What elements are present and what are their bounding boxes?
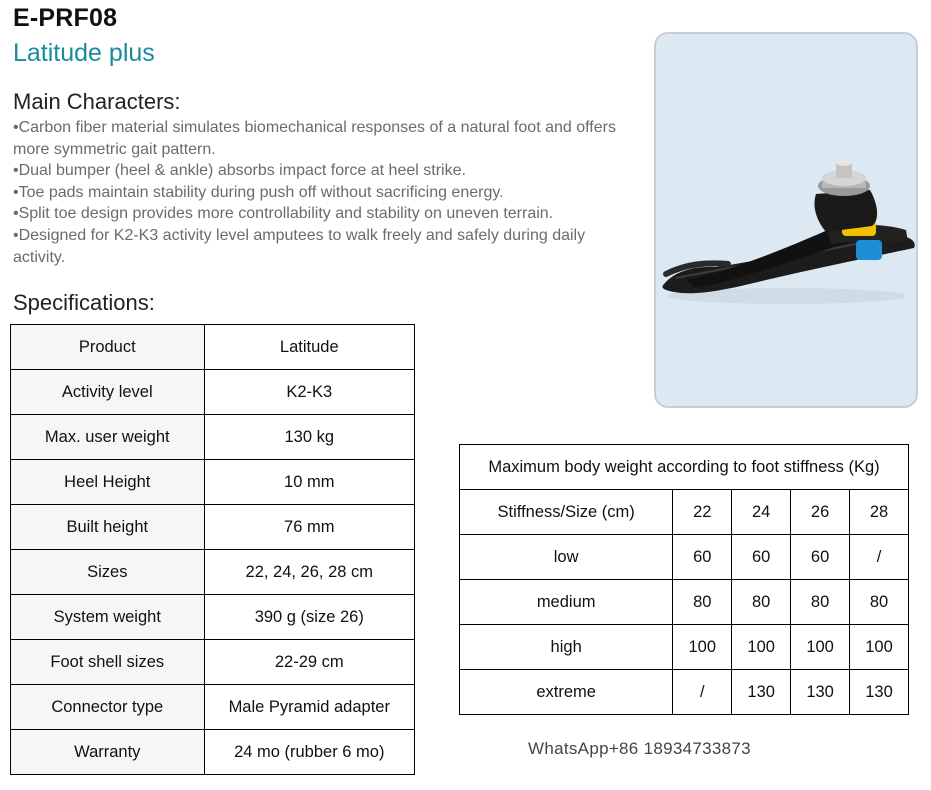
spec-value: Latitude [204, 325, 414, 370]
stiffness-label: low [460, 535, 673, 580]
table-title-row [460, 445, 909, 490]
feature-list [13, 117, 633, 268]
spec-value: 10 mm [204, 460, 414, 505]
table-row [11, 640, 415, 685]
weight-cell: 80 [791, 580, 850, 625]
table-row [11, 460, 415, 505]
weight-cell: 80 [850, 580, 909, 625]
weight-cell: 130 [732, 670, 791, 715]
table-row [11, 325, 415, 370]
table-row [11, 595, 415, 640]
weight-cell: 60 [673, 535, 732, 580]
main-characters-heading: Main Characters: [13, 89, 181, 114]
weight-cell: 80 [673, 580, 732, 625]
spec-value: 22, 24, 26, 28 cm [204, 550, 414, 595]
size-header: 26 [791, 490, 850, 535]
stiffness-label: extreme [460, 670, 673, 715]
table-row [11, 415, 415, 460]
body-weight-table [459, 444, 909, 715]
table-row [11, 370, 415, 415]
stiffness-label: high [460, 625, 673, 670]
spec-label: Foot shell sizes [11, 640, 205, 685]
feature-item: •Toe pads maintain stability during push off without sacrificing energy. [13, 183, 504, 201]
weight-cell: / [850, 535, 909, 580]
weight-cell: 100 [850, 625, 909, 670]
product-code: E-PRF08 [13, 4, 118, 32]
spec-label: Activity level [11, 370, 205, 415]
weight-table-title: Maximum body weight according to foot stiffness (Kg) [460, 445, 909, 490]
weight-cell: 60 [791, 535, 850, 580]
weight-cell: 60 [732, 535, 791, 580]
table-row [11, 685, 415, 730]
size-header: 24 [732, 490, 791, 535]
spec-value: 24 mo (rubber 6 mo) [204, 730, 414, 775]
size-header: 22 [673, 490, 732, 535]
spec-label: Product [11, 325, 205, 370]
whatsapp-contact: WhatsApp+86 18934733873 [528, 739, 751, 758]
weight-cell: 130 [791, 670, 850, 715]
prosthetic-foot-image [654, 32, 918, 408]
feature-item: •Carbon fiber material simulates biomechanical responses of a natural foot and offers more symmetric gait pattern. [13, 119, 616, 158]
spec-label: Connector type [11, 685, 205, 730]
spec-label: Heel Height [11, 460, 205, 505]
spec-label: Built height [11, 505, 205, 550]
weight-cell: 100 [791, 625, 850, 670]
spec-label: Warranty [11, 730, 205, 775]
spec-value: Male Pyramid adapter [204, 685, 414, 730]
table-row [460, 535, 909, 580]
specifications-table [10, 324, 415, 775]
spec-label: System weight [11, 595, 205, 640]
spec-value: 22-29 cm [204, 640, 414, 685]
table-row [11, 550, 415, 595]
weight-cell: / [673, 670, 732, 715]
weight-cell: 100 [673, 625, 732, 670]
size-header: 28 [850, 490, 909, 535]
weight-cell: 80 [732, 580, 791, 625]
table-row [460, 625, 909, 670]
table-row [11, 505, 415, 550]
table-header-row [460, 490, 909, 535]
weight-cell: 100 [732, 625, 791, 670]
weight-cell: 130 [850, 670, 909, 715]
table-row [460, 580, 909, 625]
spec-label: Sizes [11, 550, 205, 595]
table-row [11, 730, 415, 775]
header-label: Stiffness/Size (cm) [460, 490, 673, 535]
spec-value: 130 kg [204, 415, 414, 460]
specifications-heading: Specifications: [13, 290, 155, 315]
feature-item: •Dual bumper (heel & ankle) absorbs impact force at heel strike. [13, 162, 466, 180]
prosthetic-foot-illustration [656, 34, 918, 408]
product-name: Latitude plus [13, 39, 155, 67]
feature-item: •Designed for K2-K3 activity level amputees to walk freely and safely during daily activity. [13, 226, 586, 266]
spec-value: 390 g (size 26) [204, 595, 414, 640]
table-row [460, 670, 909, 715]
spec-value: 76 mm [204, 505, 414, 550]
spec-value: K2-K3 [204, 370, 414, 415]
spec-label: Max. user weight [11, 415, 205, 460]
stiffness-label: medium [460, 580, 673, 625]
feature-item: •Split toe design provides more controllability and stability on uneven terrain. [13, 205, 554, 223]
